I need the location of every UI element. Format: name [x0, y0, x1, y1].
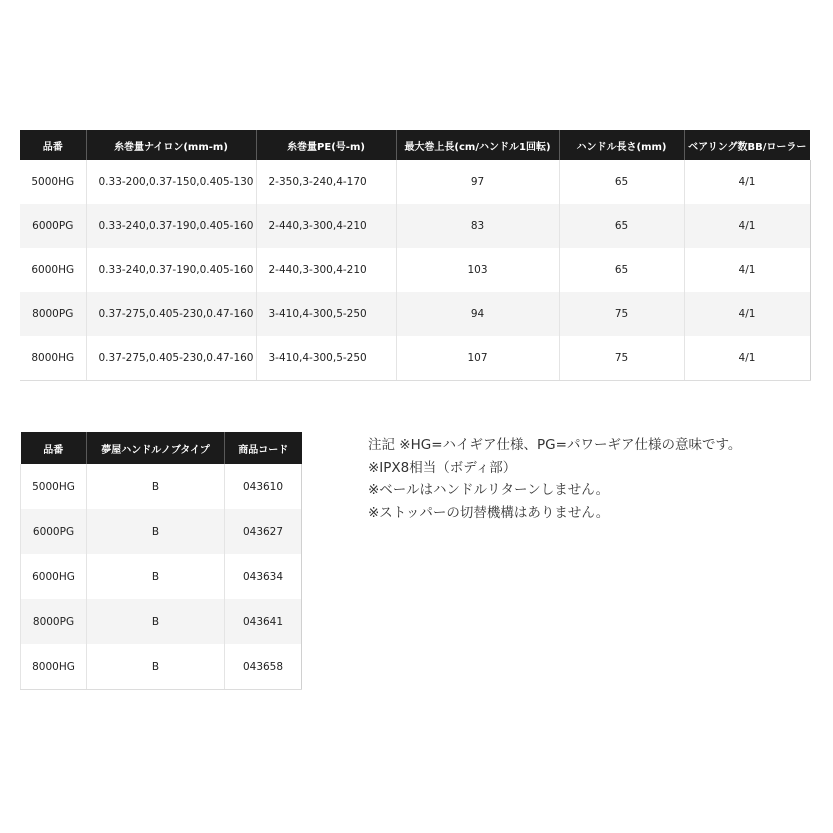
cell-pe-capacity: 3-410,4-300,5-250: [256, 336, 396, 381]
cell-model: 8000PG: [20, 292, 86, 336]
cell-model: 6000PG: [21, 509, 87, 554]
cell-handle-length: 75: [559, 292, 684, 336]
table-row: [21, 554, 302, 599]
cell-handle-length: 65: [559, 204, 684, 248]
cell-product-code: 043627: [225, 509, 302, 554]
header-knob-type: 夢屋ハンドルノブタイプ: [87, 432, 225, 464]
cell-knob-type: B: [87, 644, 225, 690]
notes-block: [368, 434, 818, 524]
cell-pe-capacity: 2-350,3-240,4-170: [256, 160, 396, 204]
cell-bearings: 4/1: [684, 160, 810, 204]
cell-nylon-capacity: 0.33-200,0.37-150,0.405-130: [86, 160, 256, 204]
table-row: [21, 644, 302, 690]
cell-pe-capacity: 2-440,3-300,4-210: [256, 248, 396, 292]
cell-model: 8000PG: [21, 599, 87, 644]
cell-knob-type: B: [87, 464, 225, 509]
reel-spec-table: [20, 130, 811, 381]
cell-model: 6000HG: [20, 248, 86, 292]
cell-bearings: 4/1: [684, 204, 810, 248]
cell-max-retrieve: 94: [396, 292, 559, 336]
cell-max-retrieve: 83: [396, 204, 559, 248]
header-nylon-capacity: 糸巻量ナイロン(mm-m): [86, 130, 256, 160]
header-max-retrieve: 最大巻上長(cm/ハンドル1回転): [396, 130, 559, 160]
table-row: [20, 160, 810, 204]
cell-handle-length: 65: [559, 160, 684, 204]
cell-knob-type: B: [87, 554, 225, 599]
cell-handle-length: 65: [559, 248, 684, 292]
cell-model: 8000HG: [21, 644, 87, 690]
cell-product-code: 043658: [225, 644, 302, 690]
cell-bearings: 4/1: [684, 292, 810, 336]
table-row: [21, 599, 302, 644]
cell-model: 8000HG: [20, 336, 86, 381]
cell-nylon-capacity: 0.33-240,0.37-190,0.405-160: [86, 204, 256, 248]
cell-handle-length: 75: [559, 336, 684, 381]
table-header-row: [20, 130, 810, 160]
cell-model: 6000PG: [20, 204, 86, 248]
header-product-code: 商品コード: [225, 432, 302, 464]
cell-knob-type: B: [87, 509, 225, 554]
table-row: [21, 464, 302, 509]
cell-product-code: 043610: [225, 464, 302, 509]
cell-bearings: 4/1: [684, 336, 810, 381]
cell-model: 5000HG: [21, 464, 87, 509]
note-waterproof: ※IPX8相当（ボディ部）: [368, 459, 517, 476]
header-handle-length: ハンドル長さ(mm): [559, 130, 684, 160]
cell-nylon-capacity: 0.37-275,0.405-230,0.47-160: [86, 292, 256, 336]
header-model: 品番: [20, 130, 86, 160]
cell-max-retrieve: 103: [396, 248, 559, 292]
handle-knob-code-table: [20, 432, 302, 690]
header-pe-capacity: 糸巻量PE(号-m): [256, 130, 396, 160]
note-stopper: ※ストッパーの切替機構はありません。: [368, 504, 610, 521]
header-bearings: ベアリング数BB/ローラー: [684, 130, 810, 160]
table-row: [20, 336, 810, 381]
note-gear-meaning: 注記 ※HG=ハイギア仕様、PG=パワーギア仕様の意味です。: [368, 437, 742, 453]
cell-nylon-capacity: 0.37-275,0.405-230,0.47-160: [86, 336, 256, 381]
cell-model: 5000HG: [20, 160, 86, 204]
table-row: [21, 509, 302, 554]
cell-pe-capacity: 2-440,3-300,4-210: [256, 204, 396, 248]
header-model: 品番: [21, 432, 87, 464]
cell-knob-type: B: [87, 599, 225, 644]
cell-max-retrieve: 107: [396, 336, 559, 381]
table-row: [20, 248, 810, 292]
note-bail-return: ※ベールはハンドルリターンしません。: [368, 482, 610, 498]
table-row: [20, 204, 810, 248]
cell-nylon-capacity: 0.33-240,0.37-190,0.405-160: [86, 248, 256, 292]
cell-max-retrieve: 97: [396, 160, 559, 204]
cell-pe-capacity: 3-410,4-300,5-250: [256, 292, 396, 336]
cell-product-code: 043634: [225, 554, 302, 599]
cell-model: 6000HG: [21, 554, 87, 599]
cell-bearings: 4/1: [684, 248, 810, 292]
table-row: [20, 292, 810, 336]
cell-product-code: 043641: [225, 599, 302, 644]
table-header-row: [21, 432, 302, 464]
